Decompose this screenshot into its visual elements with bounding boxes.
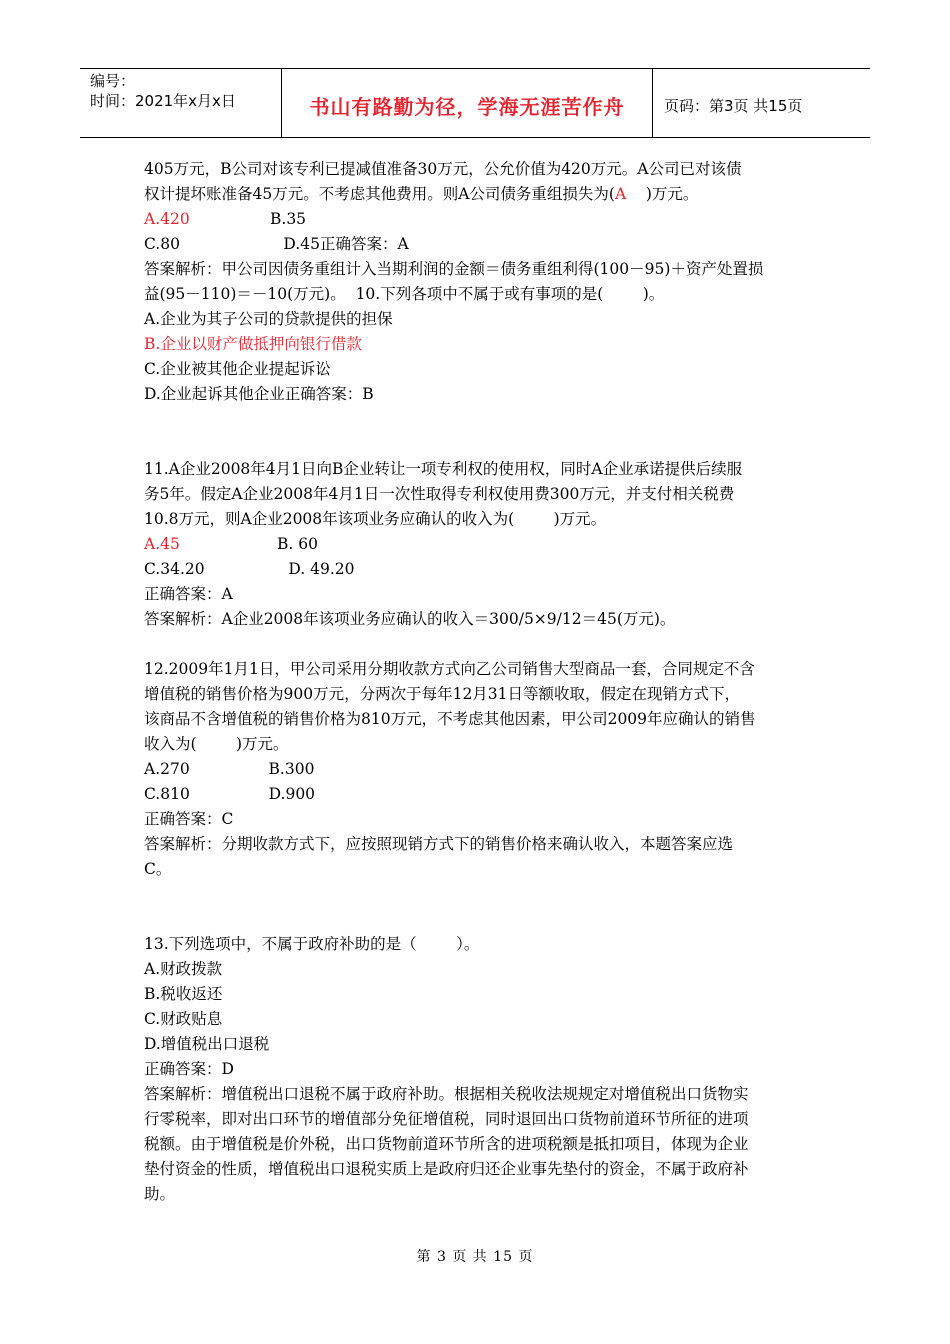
question-line: 11.A企业2008年4月1日向B企业转让一项专利权的使用权，同时A企业承诺提供后续服 (144, 460, 743, 478)
option-line: A.270 B.300 (144, 760, 315, 778)
option-line: D.企业起诉其他企业正确答案：B (144, 385, 374, 403)
answer-line: 正确答案：A (144, 585, 233, 603)
date-label: 时间：2021年x月x日 (90, 92, 236, 110)
option-line: C.财政贴息 (144, 1010, 223, 1028)
explanation-line: 助。 (144, 1185, 176, 1203)
header-page-info (654, 69, 870, 137)
option-line: D.增值税出口退税 (144, 1035, 270, 1053)
text-line: 405万元，B公司对该专利已提减值准备30万元，公允价值为420万元。A公司已对该债 (144, 160, 742, 178)
option-b: B. 60 (277, 535, 318, 553)
option-line: C.34.20 D. 49.20 (144, 560, 355, 578)
option-line: C.企业被其他企业提起诉讼 (144, 360, 331, 378)
question-line: 务5年。假定A企业2008年4月1日一次性取得专利权使用费300万元，并支付相关税费 (144, 485, 735, 503)
explanation-line: 答案解析：A企业2008年该项业务应确认的收入＝300/5×9/12＝45(万元)。 (144, 610, 676, 628)
option-line: A.企业为其子公司的贷款提供的担保 (144, 310, 393, 328)
explanation-line: 行零税率，即对出口环节的增值部分免征增值税，同时退回出口货物前道环节所征的进项 (144, 1110, 749, 1128)
answer-line: 正确答案：D (144, 1060, 234, 1078)
option-line (144, 207, 808, 232)
header-meta (80, 69, 280, 137)
text-line: 权计提坏账准备45万元。不考虑其他费用。则A公司债务重组损失为(A )万元。 (144, 185, 699, 203)
question-line: 增值税的销售价格为900万元，分两次于每年12月31日等额收取，假定在现销方式下， (144, 685, 741, 703)
answer-line: 正确答案：C (144, 810, 234, 828)
question-line: 13.下列选项中，不属于政府补助的是（ ）。 (144, 935, 480, 953)
page-footer: 第 3 页 共 15 页 (416, 1249, 534, 1265)
option-b: B.35 (270, 210, 307, 228)
explanation-line: 答案解析：增值税出口退税不属于政府补助。根据相关税收法规规定对增值税出口货物实 (144, 1085, 749, 1103)
explanation-line: 益(95－110)＝－10(万元)。 10.下列各项中不属于或有事项的是( )。 (144, 285, 665, 303)
option-a-highlighted: A.420 (144, 210, 190, 228)
spacer (144, 632, 808, 657)
question-line: 12.2009年1月1日，甲公司采用分期收款方式向乙公司销售大型商品一套，合同规定不含 (144, 660, 755, 678)
question-line: 该商品不含增值税的销售价格为810万元，不考虑其他因素，甲公司2009年应确认的销售 (144, 710, 756, 728)
spacer (144, 882, 808, 932)
option-line-highlighted: B.企业以财产做抵押向银行借款 (144, 335, 362, 353)
slogan: 书山有路勤为径，学海无涯苦作舟 (309, 94, 625, 119)
document-number-label: 编号： (90, 72, 136, 90)
spacer (144, 407, 808, 457)
option-line: C.80 D.45正确答案：A (144, 235, 409, 253)
option-line: B.税收返还 (144, 985, 223, 1003)
header-slogan-cell (281, 69, 653, 137)
page-header (80, 68, 870, 138)
explanation-line: 答案解析：分期收款方式下，应按照现销方式下的销售价格来确认收入，本题答案应选 (144, 835, 734, 853)
explanation-line: 答案解析：甲公司因债务重组计入当期利润的金额＝债务重组利得(100－95)＋资产处置损 (144, 260, 764, 278)
explanation-line: 税额。由于增值税是价外税，出口货物前道环节所含的进项税额是抵扣项目，体现为企业 (144, 1135, 749, 1153)
explanation-line: 垫付资金的性质，增值税出口退税实质上是政府归还企业事先垫付的资金，不属于政府补 (144, 1160, 749, 1178)
question-line: 10.8万元，则A企业2008年该项业务应确认的收入为( )万元。 (144, 510, 607, 528)
question-line: 收入为( )万元。 (144, 735, 289, 753)
option-a-highlighted: A.45 (144, 535, 180, 553)
option-line: C.810 D.900 (144, 785, 316, 803)
option-line (144, 532, 808, 557)
page-info: 页码：第3页 共15页 (664, 96, 803, 115)
highlighted-answer: A (614, 185, 627, 203)
option-line: A.财政拨款 (144, 960, 223, 978)
explanation-line: C。 (144, 860, 172, 878)
document-body (144, 157, 808, 1207)
